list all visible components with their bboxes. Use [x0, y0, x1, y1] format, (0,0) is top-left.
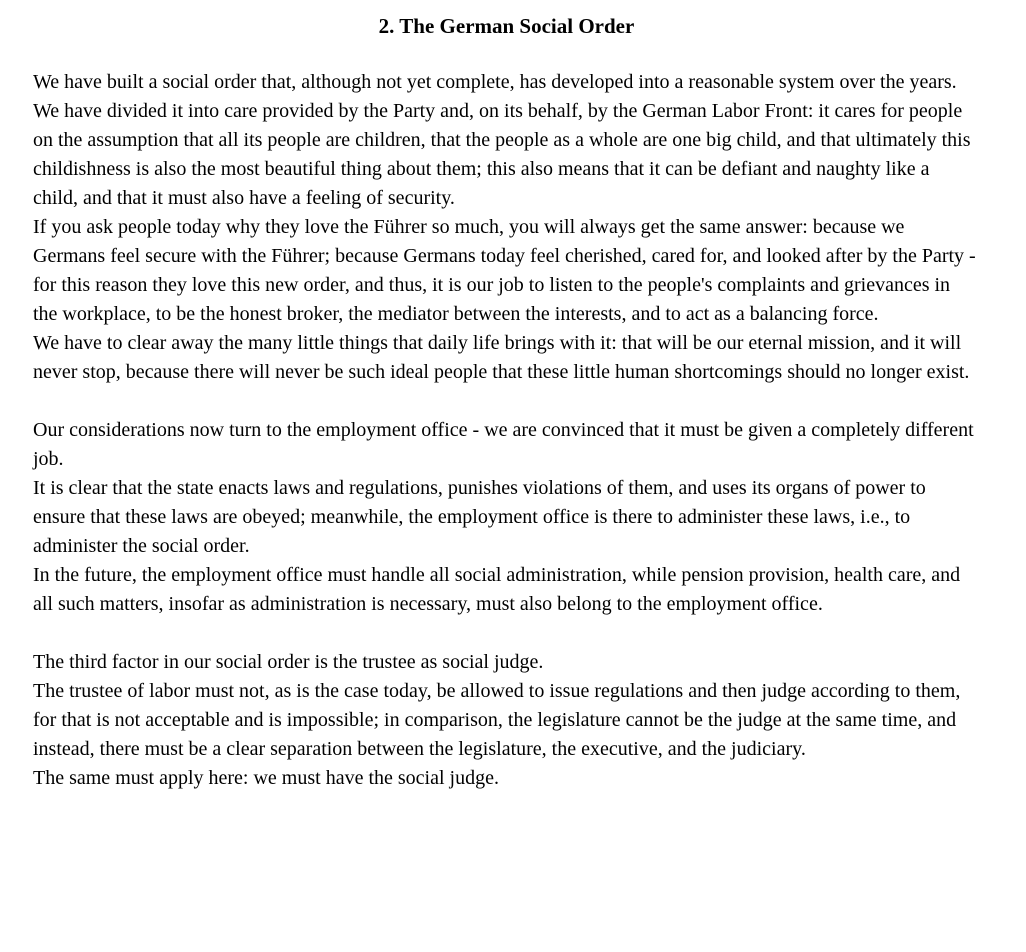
section-spacer: [33, 619, 978, 648]
paragraph: We have divided it into care provided by the Party and, on its behalf, by the German Labor Front: it cares for people on the assumption that all its people are children, that the people as a whole are one big child, and that ultimately this childishness is also the most beautiful thing about them; this also means that it can be defiant and naughty like a child, and that it must also have a feeling of security.: [33, 100, 971, 209]
paragraph: We have built a social order that, although not yet complete, has developed into a reasonable system over the years.: [33, 71, 957, 93]
document-title: 2. The German Social Order: [378, 14, 635, 38]
paragraph: In the future, the employment office must handle all social administration, while pension provision, health care, and all such matters, insofar as administration is necessary, must also belong to the employment office.: [33, 564, 961, 615]
section-social-judge: [33, 648, 978, 793]
paragraph: The same must apply here: we must have the social judge.: [33, 767, 499, 789]
paragraph: The third factor in our social order is the trustee as social judge.: [33, 651, 544, 673]
paragraph: It is clear that the state enacts laws and regulations, punishes violations of them, and uses its organs of power to ensure that these laws are obeyed; meanwhile, the employment office is there to administer these laws, i.e., to administer the social order.: [33, 477, 926, 557]
paragraph: If you ask people today why they love the Führer so much, you will always get the same answer: because we Germans feel secure with the Führer; because Germans today feel cherished, cared for, and looked after by the Party - for this reason they love this new order, and thus, it is our job to listen to the people's complaints and grievances in the workplace, to be the honest broker, the mediator between the interests, and to act as a balancing force.: [33, 216, 976, 325]
section-social-order: [33, 68, 978, 387]
paragraph: Our considerations now turn to the employment office - we are convinced that it must be given a completely different job.: [33, 419, 974, 470]
section-spacer: [33, 387, 978, 416]
section-employment-office: [33, 416, 978, 619]
paragraph: The trustee of labor must not, as is the case today, be allowed to issue regulations and then judge according to them, for that is not acceptable and is impossible; in comparison, the legislature cannot be the judge at the same time, and instead, there must be a clear separation between the legislature, the executive, and the judiciary.: [33, 680, 961, 760]
document-body: [33, 68, 978, 793]
paragraph: We have to clear away the many little things that daily life brings with it: that will be our eternal mission, and it will never stop, because there will never be such ideal people that these little human shortcomings should no longer exist.: [33, 332, 970, 383]
